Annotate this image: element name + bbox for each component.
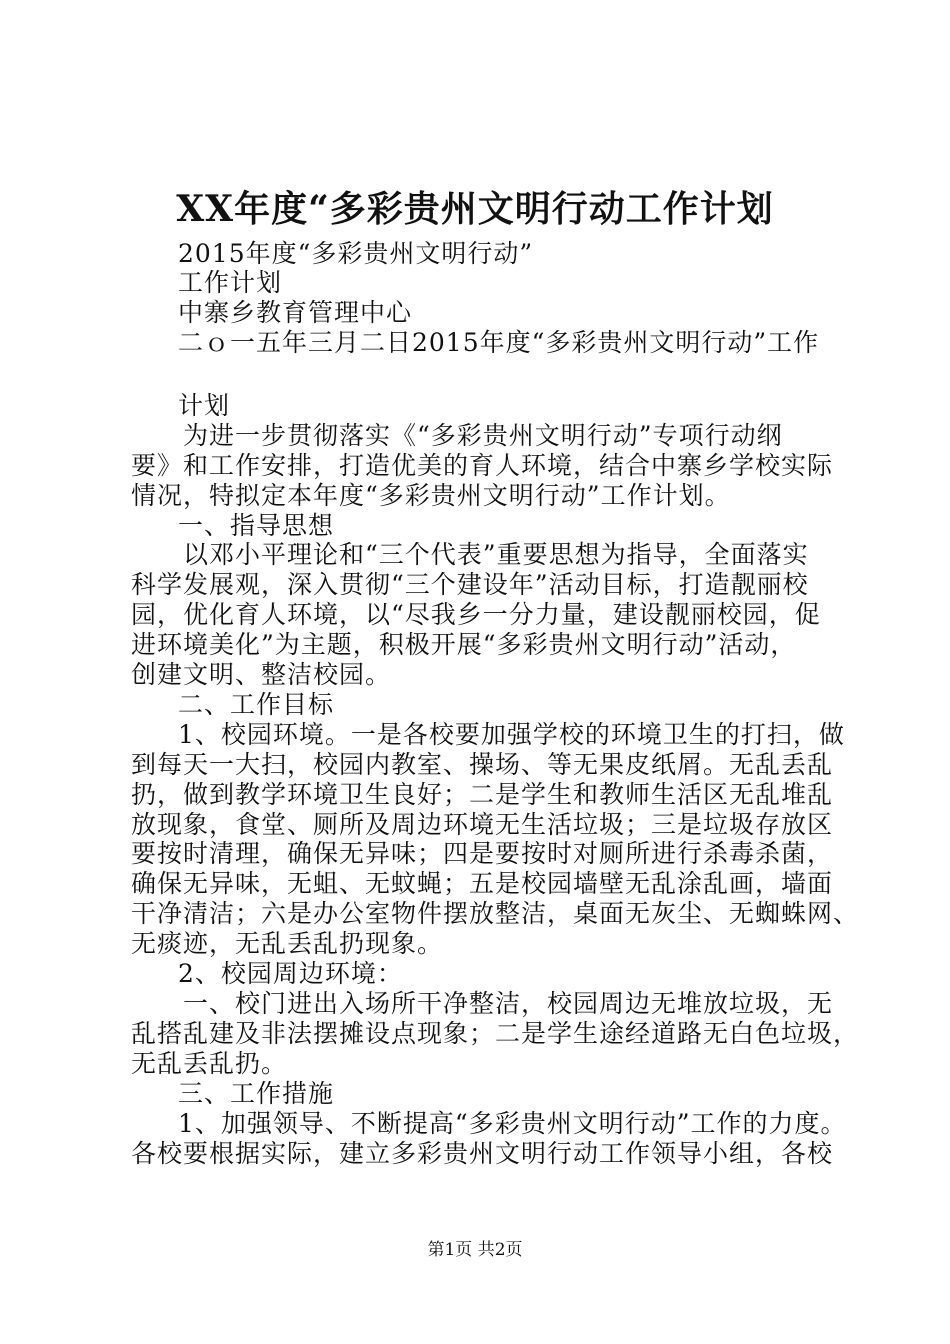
paragraph-line: 园，优化育人环境，以“尽我乡一分力量，建设靓丽校园，促 [131,600,821,629]
text-line: 2015年度“多彩贵州文明行动” [178,239,534,268]
paragraph-line: 1、加强领导、不断提高“多彩贵州文明行动”工作的力度。 [178,1109,847,1138]
section-heading: 一、指导思想 [178,511,335,540]
paragraph-line: 一、校门进出入场所干净整洁，校园周边无堆放垃圾，无 [183,989,834,1018]
paragraph-line: 创建文明、整洁校园。 [131,660,392,689]
document-title: XX年度“多彩贵州文明行动工作计划 [176,188,774,230]
paragraph-line: 扔，做到教学环境卫生良好；二是学生和教师生活区无乱堆乱 [131,780,834,809]
paragraph-line: 科学发展观，深入贯彻“三个建设年”活动目标，打造靓丽校 [131,570,809,599]
paragraph-line: 无痰迹，无乱丢乱扔现象。 [131,929,444,958]
paragraph-line: 以邓小平理论和“三个代表”重要思想为指导，全面落实 [183,540,809,569]
paragraph-line: 确保无异味，无蛆、无蚊蝇；五是校园墙壁无乱涂乱画，墙面 [131,869,834,898]
subsection-heading: 2、校园周边环境： [178,959,403,988]
paragraph-line: 情况，特拟定本年度“多彩贵州文明行动”工作计划。 [131,481,731,510]
text-line: 中寨乡教育管理中心 [178,298,413,327]
text-line: 计划 [178,391,231,420]
paragraph-line: 各校要根据实际，建立多彩贵州文明行动工作领导小组，各校 [131,1139,834,1168]
paragraph-line: 要按时清理，确保无异味；四是要按时对厕所进行杀毒杀菌， [131,839,834,868]
text-line: 工作计划 [178,268,283,297]
paragraph-line: 乱搭乱建及非法摆摊设点现象；二是学生途经道路无白色垃圾， [131,1019,860,1048]
paragraph-line: 要》和工作安排，打造优美的育人环境，结合中寨乡学校实际 [131,451,834,480]
paragraph-line: 进环境美化”为主题，积极开展“多彩贵州文明行动”活动， [131,630,797,659]
text-line: 二ｏ一五年三月二日2015年度“多彩贵州文明行动”工作 [178,328,820,357]
paragraph-line: 到每天一大扫，校园内教室、操场、等无果皮纸屑。无乱丢乱 [131,750,834,779]
paragraph-line: 无乱丢乱扔。 [131,1049,288,1078]
paragraph-line: 1、校园环境。一是各校要加强学校的环境卫生的打扫，做 [178,720,845,749]
paragraph-line: 放现象，食堂、厕所及周边环境无生活垃圾；三是垃圾存放区 [131,810,834,839]
section-heading: 二、工作目标 [178,690,335,719]
section-heading: 三、工作措施 [178,1079,335,1108]
page-footer: 第1页 共2页 [427,1240,523,1260]
paragraph-line: 干净清洁；六是办公室物件摆放整洁，桌面无灰尘、无蜘蛛网、 [131,899,860,928]
paragraph-line: 为进一步贯彻落实《“多彩贵州文明行动”专项行动纲 [183,421,783,450]
